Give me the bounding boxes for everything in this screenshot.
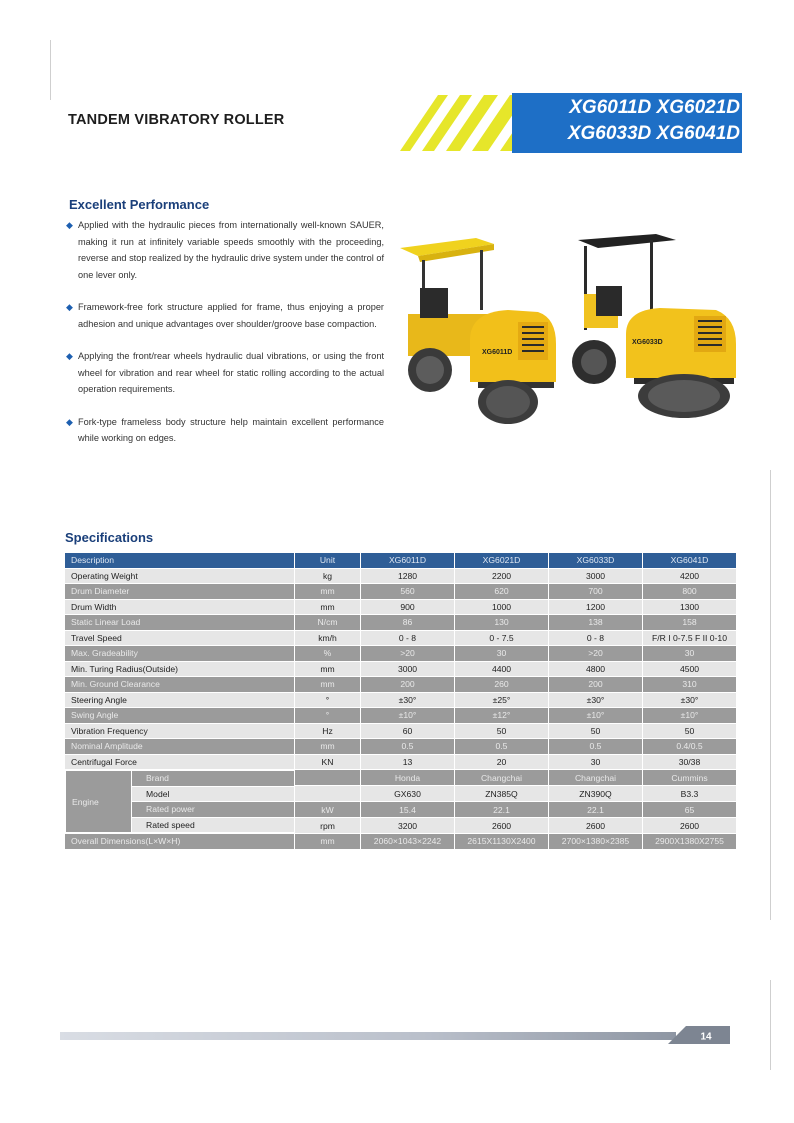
spec-value: 4200 bbox=[643, 568, 737, 584]
spec-value: 15.4 bbox=[361, 802, 455, 818]
spec-value: Honda bbox=[361, 770, 455, 786]
spec-unit: ° bbox=[295, 708, 361, 724]
spec-value: 50 bbox=[549, 723, 643, 739]
spec-label: Static Linear Load bbox=[65, 615, 295, 631]
spec-label: Drum Diameter bbox=[65, 584, 295, 600]
spec-value: 260 bbox=[455, 677, 549, 693]
spec-value: ±30° bbox=[361, 692, 455, 708]
spec-value: 560 bbox=[361, 584, 455, 600]
spec-value: 620 bbox=[455, 584, 549, 600]
page-number: 14 bbox=[700, 1031, 712, 1043]
diamond-bullet-icon: ◆ bbox=[66, 416, 73, 427]
table-row bbox=[65, 677, 737, 693]
spec-value: 2200 bbox=[455, 568, 549, 584]
spec-unit bbox=[295, 770, 361, 786]
specifications-table bbox=[64, 552, 737, 850]
spec-value: 2600 bbox=[549, 818, 643, 834]
spec-label: Rated speed bbox=[132, 817, 295, 833]
table-row bbox=[65, 584, 737, 600]
spec-value: 0.5 bbox=[549, 739, 643, 755]
spec-value: 30/38 bbox=[643, 754, 737, 770]
spec-value: 310 bbox=[643, 677, 737, 693]
spec-value: 700 bbox=[549, 584, 643, 600]
spec-value: ZN390Q bbox=[549, 786, 643, 802]
footer-bar bbox=[60, 1026, 730, 1044]
spec-label: Model bbox=[132, 786, 295, 802]
spec-unit: km/h bbox=[295, 630, 361, 646]
column-header: XG6011D bbox=[361, 553, 455, 569]
spec-value: 20 bbox=[455, 754, 549, 770]
column-header: XG6021D bbox=[455, 553, 549, 569]
scan-edge-line bbox=[50, 40, 51, 100]
spec-value: 2060×1043×2242 bbox=[361, 834, 455, 850]
spec-value: 0 - 7.5 bbox=[455, 630, 549, 646]
spec-value: ±10° bbox=[361, 708, 455, 724]
spec-value: 1300 bbox=[643, 599, 737, 615]
spec-value: F/R I 0-7.5 F II 0-10 bbox=[643, 630, 737, 646]
spec-value: 3000 bbox=[361, 661, 455, 677]
spec-value: Cummins bbox=[643, 770, 737, 786]
spec-value: 30 bbox=[455, 646, 549, 662]
spec-value: 2615X1130X2400 bbox=[455, 834, 549, 850]
spec-unit: % bbox=[295, 646, 361, 662]
table-row bbox=[65, 661, 737, 677]
spec-label: Min. Ground Clearance bbox=[65, 677, 295, 693]
spec-value: 3200 bbox=[361, 818, 455, 834]
spec-label: Nominal Amplitude bbox=[65, 739, 295, 755]
spec-value: 1000 bbox=[455, 599, 549, 615]
table-row bbox=[65, 692, 737, 708]
column-header: Unit bbox=[295, 553, 361, 569]
table-row bbox=[65, 739, 737, 755]
table-row bbox=[65, 723, 737, 739]
spec-value: 2900X1380X2755 bbox=[643, 834, 737, 850]
roller-xg6033d-image bbox=[572, 234, 736, 418]
table-row bbox=[65, 599, 737, 615]
model-names bbox=[520, 95, 740, 147]
spec-value: 2600 bbox=[643, 818, 737, 834]
spec-value: 0.4/0.5 bbox=[643, 739, 737, 755]
diamond-bullet-icon: ◆ bbox=[66, 220, 73, 230]
spec-label: Vibration Frequency bbox=[65, 723, 295, 739]
spec-unit: rpm bbox=[295, 818, 361, 834]
diamond-bullet-icon: ◆ bbox=[66, 351, 73, 361]
spec-label: Steering Angle bbox=[65, 692, 295, 708]
page-title: TANDEM VIBRATORY ROLLER bbox=[68, 112, 285, 128]
spec-value: ±12° bbox=[455, 708, 549, 724]
spec-value: 0.5 bbox=[361, 739, 455, 755]
spec-value: 4400 bbox=[455, 661, 549, 677]
spec-value: 4800 bbox=[549, 661, 643, 677]
spec-unit: kg bbox=[295, 568, 361, 584]
feature-item: ◆ Applying the front/rear wheels hydraulic dual vibrations, or using the front wheel for vibration and rear wheel for static rolling according to the actual operation requirements. bbox=[66, 348, 384, 398]
spec-value: 30 bbox=[643, 646, 737, 662]
column-header: Description bbox=[65, 553, 295, 569]
spec-value: 200 bbox=[549, 677, 643, 693]
spec-value: 800 bbox=[643, 584, 737, 600]
spec-value: GX630 bbox=[361, 786, 455, 802]
spec-label: Drum Width bbox=[65, 599, 295, 615]
diamond-bullet-icon: ◆ bbox=[66, 302, 73, 312]
engine-cell bbox=[65, 770, 295, 834]
scan-edge-line bbox=[770, 980, 771, 1070]
spec-value: ±30° bbox=[643, 692, 737, 708]
spec-value: Changchai bbox=[455, 770, 549, 786]
roller-xg6011d-image bbox=[400, 238, 556, 424]
spec-unit: ° bbox=[295, 692, 361, 708]
spec-value: 50 bbox=[455, 723, 549, 739]
spec-value: Changchai bbox=[549, 770, 643, 786]
spec-value: 900 bbox=[361, 599, 455, 615]
table-row bbox=[65, 754, 737, 770]
spec-label: Swing Angle bbox=[65, 708, 295, 724]
feature-item: ◆ Fork-type frameless body structure help maintain excellent performance while working on edges. bbox=[66, 414, 384, 447]
spec-label: Min. Turing Radius(Outside) bbox=[65, 661, 295, 677]
spec-unit: mm bbox=[295, 661, 361, 677]
engine-label: Engine bbox=[66, 771, 132, 833]
spec-value: 2700×1380×2385 bbox=[549, 834, 643, 850]
spec-unit: kW bbox=[295, 802, 361, 818]
spec-label: Max. Gradeability bbox=[65, 646, 295, 662]
spec-value: 3000 bbox=[549, 568, 643, 584]
spec-value: 2600 bbox=[455, 818, 549, 834]
spec-label: Centrifugal Force bbox=[65, 754, 295, 770]
column-header: XG6033D bbox=[549, 553, 643, 569]
spec-value: B3.3 bbox=[643, 786, 737, 802]
svg-text:XG6011D: XG6011D bbox=[482, 349, 513, 356]
table-row bbox=[65, 646, 737, 662]
spec-unit: mm bbox=[295, 739, 361, 755]
spec-value: ±30° bbox=[549, 692, 643, 708]
models-line-2: XG6033D XG6041D bbox=[567, 123, 740, 144]
spec-value: 130 bbox=[455, 615, 549, 631]
roller-photos bbox=[398, 232, 743, 432]
feature-item: ◆ Framework-free fork structure applied for frame, thus enjoying a proper adhesion and unique advantages over shoulder/groove base compaction. bbox=[66, 299, 384, 332]
spec-value: 0 - 8 bbox=[361, 630, 455, 646]
engine-subtable bbox=[65, 770, 295, 833]
spec-value: 4500 bbox=[643, 661, 737, 677]
spec-label: Rated power bbox=[132, 802, 295, 818]
spec-unit: N/cm bbox=[295, 615, 361, 631]
table-row bbox=[65, 615, 737, 631]
column-header: XG6041D bbox=[643, 553, 737, 569]
spec-label: Brand bbox=[132, 771, 295, 787]
spec-value: >20 bbox=[549, 646, 643, 662]
spec-value: 60 bbox=[361, 723, 455, 739]
feature-item: ◆ Applied with the hydraulic pieces from internationally well-known SAUER, making it run at infinitely variable speeds smoothly with the proceeding, reverse and stop realized by the hydraulic drive system under the control of one lever only. bbox=[66, 217, 384, 283]
table-row bbox=[65, 708, 737, 724]
spec-value: ±10° bbox=[549, 708, 643, 724]
spec-label: Overall Dimensions(L×W×H) bbox=[65, 834, 295, 850]
spec-unit: mm bbox=[295, 599, 361, 615]
spec-unit: mm bbox=[295, 834, 361, 850]
spec-value: 30 bbox=[549, 754, 643, 770]
feature-list bbox=[66, 217, 384, 463]
spec-value: ZN385Q bbox=[455, 786, 549, 802]
spec-unit: Hz bbox=[295, 723, 361, 739]
spec-value: 138 bbox=[549, 615, 643, 631]
spec-unit: mm bbox=[295, 584, 361, 600]
spec-value: ±25° bbox=[455, 692, 549, 708]
table-row bbox=[65, 568, 737, 584]
models-line-1: XG6011D XG6021D bbox=[569, 97, 740, 118]
spec-value: 65 bbox=[643, 802, 737, 818]
spec-value: 0 - 8 bbox=[549, 630, 643, 646]
performance-heading: Excellent Performance bbox=[69, 197, 210, 212]
specifications-heading: Specifications bbox=[65, 530, 154, 545]
spec-value: ±10° bbox=[643, 708, 737, 724]
spec-value: 0.5 bbox=[455, 739, 549, 755]
table-row bbox=[65, 834, 737, 850]
spec-value: 50 bbox=[643, 723, 737, 739]
spec-unit: mm bbox=[295, 677, 361, 693]
spec-unit: KN bbox=[295, 754, 361, 770]
spec-unit bbox=[295, 786, 361, 802]
spec-value: >20 bbox=[361, 646, 455, 662]
spec-label: Operating Weight bbox=[65, 568, 295, 584]
spec-label: Travel Speed bbox=[65, 630, 295, 646]
svg-text:XG6033D: XG6033D bbox=[632, 339, 663, 346]
table-row bbox=[65, 770, 737, 786]
spec-value: 158 bbox=[643, 615, 737, 631]
spec-value: 86 bbox=[361, 615, 455, 631]
table-row bbox=[65, 630, 737, 646]
scan-edge-line bbox=[770, 470, 771, 920]
spec-value: 200 bbox=[361, 677, 455, 693]
table-header-row bbox=[65, 553, 737, 569]
spec-value: 13 bbox=[361, 754, 455, 770]
spec-value: 22.1 bbox=[455, 802, 549, 818]
models-banner bbox=[400, 93, 742, 153]
spec-value: 22.1 bbox=[549, 802, 643, 818]
spec-value: 1280 bbox=[361, 568, 455, 584]
spec-value: 1200 bbox=[549, 599, 643, 615]
